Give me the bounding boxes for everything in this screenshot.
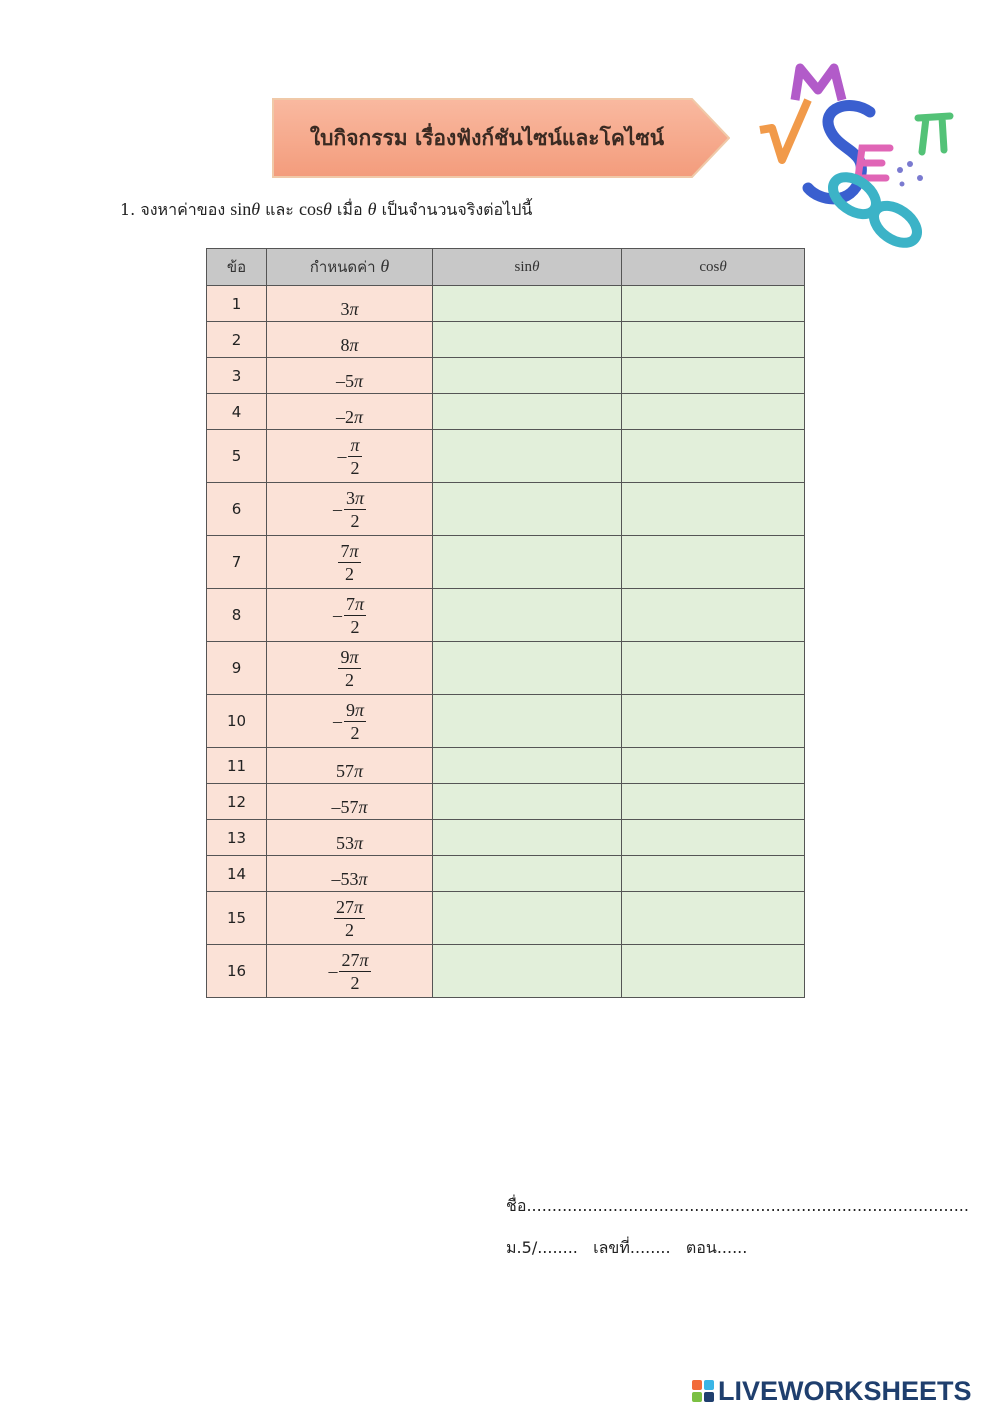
row-number: 9 <box>207 642 267 695</box>
liveworksheets-logo <box>692 1374 972 1408</box>
theta-value <box>267 430 433 483</box>
theta-denominator: 2 <box>345 669 354 690</box>
table-header-row <box>207 249 805 286</box>
table-row <box>207 856 805 892</box>
row-number: 10 <box>207 695 267 748</box>
header-sin <box>433 249 622 286</box>
infinity-icon <box>826 170 923 250</box>
table-row <box>207 394 805 430</box>
row-number: 6 <box>207 483 267 536</box>
theta-denominator: 2 <box>345 919 354 940</box>
theta-expression: 53π <box>335 833 364 853</box>
header-theta <box>267 249 433 286</box>
when-text: เมื่อ <box>336 200 363 219</box>
and-text: และ <box>265 200 294 219</box>
cos-answer-cell[interactable] <box>622 892 805 945</box>
sin-answer-cell[interactable] <box>433 430 622 483</box>
header-sin-label: sin <box>514 258 533 275</box>
table-row <box>207 483 805 536</box>
sqrt-icon <box>760 100 808 160</box>
sin-answer-cell[interactable] <box>433 358 622 394</box>
header-theta-label: กำหนดค่า <box>309 258 376 276</box>
table-row <box>207 945 805 998</box>
theta-denominator: 2 <box>350 972 360 993</box>
header-cos-label: cos <box>699 258 720 275</box>
table-row <box>207 322 805 358</box>
row-number: 16 <box>207 945 267 998</box>
theta-denominator: 2 <box>345 563 354 584</box>
cos-answer-cell[interactable] <box>622 695 805 748</box>
sin-label: sin <box>230 199 252 219</box>
theta-denominator: 2 <box>350 616 360 637</box>
table-row <box>207 589 805 642</box>
theta-value <box>267 748 433 784</box>
sin-answer-cell[interactable] <box>433 856 622 892</box>
sin-answer-cell[interactable] <box>433 483 622 536</box>
theta-expression: –57π <box>331 797 368 817</box>
row-number: 7 <box>207 536 267 589</box>
theta-value <box>267 695 433 748</box>
row-number: 13 <box>207 820 267 856</box>
theta-expression: 8π <box>340 335 359 355</box>
theta-expression: –5π <box>335 371 364 391</box>
theta-symbol: θ <box>251 199 261 219</box>
cos-answer-cell[interactable] <box>622 856 805 892</box>
cos-answer-cell[interactable] <box>622 536 805 589</box>
row-number: 15 <box>207 892 267 945</box>
theta-sign: – <box>332 710 342 731</box>
sin-answer-cell[interactable] <box>433 892 622 945</box>
theta-numerator: π <box>350 434 360 455</box>
letter-m-icon <box>795 68 842 100</box>
question-number: 1. <box>120 200 136 219</box>
theta-numerator: 7π <box>340 540 359 561</box>
brand-name: LIVEWORKSHEETS <box>718 1375 972 1406</box>
theta-expression: 57π <box>335 761 364 781</box>
row-number: 14 <box>207 856 267 892</box>
sin-answer-cell[interactable] <box>433 589 622 642</box>
theta-sign: – <box>332 604 342 625</box>
theta-value <box>267 322 433 358</box>
cos-answer-cell[interactable] <box>622 784 805 820</box>
theta-value <box>267 394 433 430</box>
question-text-a: จงหาค่าของ <box>140 200 226 219</box>
theta-value <box>267 642 433 695</box>
theta-value <box>267 483 433 536</box>
sin-answer-cell[interactable] <box>433 286 622 322</box>
theta-denominator: 2 <box>350 510 360 531</box>
theta-expression: 3π <box>340 299 359 319</box>
page-title: ใบกิจกรรม เรื่องฟังก์ชันไซน์และโคไซน์ <box>309 125 665 150</box>
theta-sign: – <box>337 445 347 466</box>
sin-answer-cell[interactable] <box>433 784 622 820</box>
header-num: ข้อ <box>207 249 267 286</box>
table-row <box>207 748 805 784</box>
table-row <box>207 695 805 748</box>
sin-answer-cell[interactable] <box>433 642 622 695</box>
theta-value <box>267 820 433 856</box>
theta-numerator: 27π <box>341 949 369 970</box>
cos-label: cos <box>298 199 323 219</box>
theta-value <box>267 589 433 642</box>
theta-sign: – <box>328 960 338 981</box>
theta-symbol: θ <box>322 199 332 219</box>
row-number: 4 <box>207 394 267 430</box>
cos-answer-cell[interactable] <box>622 394 805 430</box>
cos-answer-cell[interactable] <box>622 430 805 483</box>
header-sin-theta: θ <box>532 258 540 275</box>
theta-value <box>267 856 433 892</box>
question-text <box>120 198 532 223</box>
pi-icon <box>918 116 950 152</box>
cos-answer-cell[interactable] <box>622 589 805 642</box>
table-row <box>207 892 805 945</box>
worksheet-table <box>206 248 805 998</box>
table-row <box>207 820 805 856</box>
section-field[interactable]: ตอน...... <box>685 1238 748 1257</box>
header-theta-symbol: θ <box>380 256 390 276</box>
student-number-field[interactable]: เลขที่........ <box>593 1238 671 1257</box>
liveworksheets-mark-icon <box>692 1380 714 1402</box>
sin-answer-cell[interactable] <box>433 820 622 856</box>
cos-answer-cell[interactable] <box>622 322 805 358</box>
row-number: 5 <box>207 430 267 483</box>
cos-answer-cell[interactable] <box>622 483 805 536</box>
theta-expression: –53π <box>331 869 368 889</box>
cos-answer-cell[interactable] <box>622 820 805 856</box>
row-number: 3 <box>207 358 267 394</box>
row-number: 8 <box>207 589 267 642</box>
header-cos-theta: θ <box>719 258 727 275</box>
theta-numerator: 9π <box>340 646 359 667</box>
theta-value <box>267 892 433 945</box>
table-row <box>207 286 805 322</box>
theta-value <box>267 358 433 394</box>
question-text-b: เป็นจำนวนจริงต่อไปนี้ <box>381 200 533 219</box>
theta-numerator: 7π <box>345 593 365 614</box>
table-row <box>207 358 805 394</box>
theta-expression: –2π <box>335 407 364 427</box>
sin-answer-cell[interactable] <box>433 695 622 748</box>
cos-answer-cell[interactable] <box>622 748 805 784</box>
theta-numerator: 3π <box>345 487 365 508</box>
theta-symbol: θ <box>367 199 377 219</box>
table-row <box>207 430 805 483</box>
table-row <box>207 642 805 695</box>
header-cos <box>622 249 805 286</box>
class-field[interactable]: ม.5/........ <box>506 1238 578 1257</box>
row-number: 1 <box>207 286 267 322</box>
cos-answer-cell[interactable] <box>622 642 805 695</box>
title-banner <box>272 98 730 178</box>
theta-denominator: 2 <box>350 722 360 743</box>
theta-denominator: 2 <box>350 457 360 478</box>
theta-sign: – <box>332 498 342 519</box>
theta-value <box>267 945 433 998</box>
row-number: 12 <box>207 784 267 820</box>
theta-numerator: 9π <box>345 699 365 720</box>
sin-answer-cell[interactable] <box>433 748 622 784</box>
theta-numerator: 27π <box>335 896 364 917</box>
row-number: 2 <box>207 322 267 358</box>
theta-value <box>267 784 433 820</box>
cos-answer-cell[interactable] <box>622 945 805 998</box>
theta-value <box>267 536 433 589</box>
math-logo <box>750 60 960 250</box>
sin-answer-cell[interactable] <box>433 945 622 998</box>
table-row <box>207 536 805 589</box>
theta-value <box>267 286 433 322</box>
table-row <box>207 784 805 820</box>
cos-answer-cell[interactable] <box>622 286 805 322</box>
row-number: 11 <box>207 748 267 784</box>
sin-answer-cell[interactable] <box>433 322 622 358</box>
sin-answer-cell[interactable] <box>433 394 622 430</box>
sin-answer-cell[interactable] <box>433 536 622 589</box>
name-field[interactable]: ชื่อ....................................................................................... <box>506 1196 969 1215</box>
cos-answer-cell[interactable] <box>622 358 805 394</box>
class-info-line <box>506 1236 747 1261</box>
